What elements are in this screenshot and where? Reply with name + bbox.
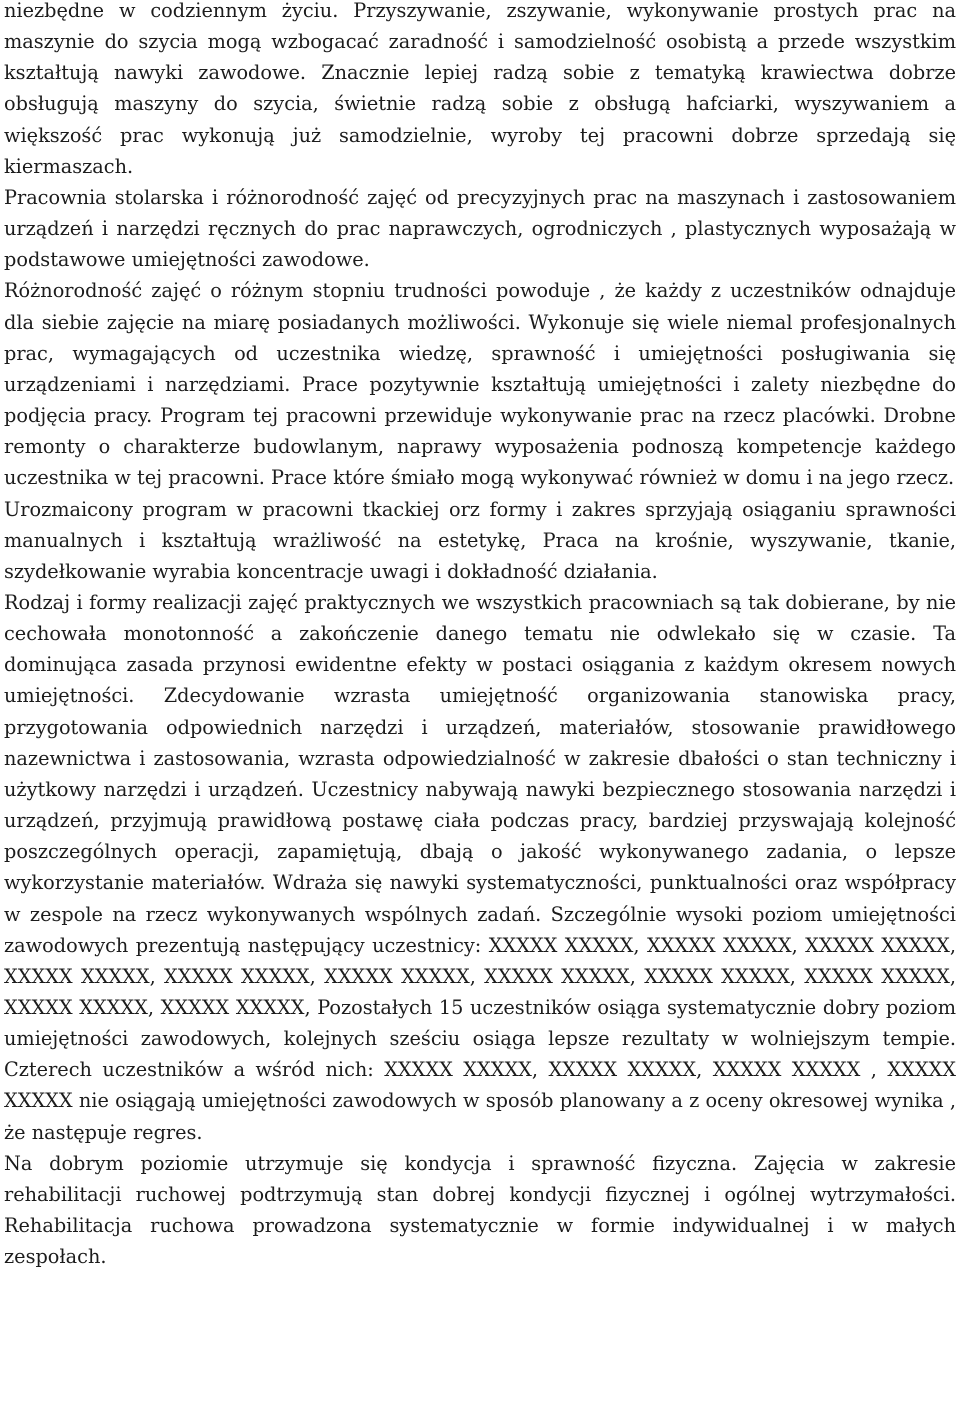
sentence: Program tej pracowni przewiduje wykonywanie prac na rzecz placówki.: [160, 404, 876, 428]
sentence: Rehabilitacja ruchowa prowadzona systematycznie w formie indywidualnej i w małych zespołach.: [4, 1214, 956, 1269]
sentence: Wdraża się nawyki systematyczności, punktualności oraz współpracy w zespole na rzecz wykonywanych wspólnych zadań.: [4, 871, 956, 926]
sentence: Szczególnie wysoki poziom umiejętności zawodowych prezentują następujący uczestnicy: XXXXX XXXXX, XXXXX XXXXX, XXXXX XXXXX, XXXXX XXXXX, XXXXX XXXXX, XXXXX XXXXX, XXXXX XXXXX, XXXXX XXXXX, XXXXX XXXXX, XXXXX XXXXX, XXXXX XXXXX, Pozostałych 15 uczestników osiąga systematycznie dobry poziom umiejętności zawodowych, kolejnych sześciu osiąga lepsze rezultaty w wolniejszym tempie.: [4, 902, 956, 1051]
paragraph-physical-fitness: [4, 1148, 956, 1273]
sentence: Wykonuje się wiele niemal profesjonalnych prac, wymagających od uczestnika wiedzę, sprawność i umiejętności posługiwania się urządzeniami i narzędziami.: [4, 310, 956, 396]
sentence: Zdecydowanie wzrasta umiejętność organizowania stanowiska pracy, przygotowania odpowiednich narzędzi i urządzeń, materiałów, stosowanie prawidłowego nazewnictwa i zastosowania, wzrasta odpowiedzialność w zakresie dbałości o stan techniczny i użytkowy narzędzi i urządzeń.: [4, 684, 956, 801]
sentence: Znacznie lepiej radzą sobie z tematyką krawiectwa dobrze obsługują maszyny do szycia, świetnie radzą sobie z obsługą hafciarki, wyszywaniem a większość prac wykonują już samodzielnie, wyroby tej pracowni dobrze sprzedają się kiermaszach.: [4, 61, 956, 178]
sentence: Prace pozytywnie kształtują umiejętności i zalety niezbędne do podjęcia pracy.: [4, 372, 956, 428]
sentence: Urozmaicony program w pracowni tkackiej orz formy i zakres sprzyjają osiąganiu sprawności manualnych i kształtują wrażliwość na estetykę, Praca na krośnie, wyszywanie, tkanie, szydełkowanie wyrabia koncentracje uwagi i dokładność działania.: [4, 497, 956, 583]
paragraph-practical-classes: [4, 587, 956, 1148]
sentence: Ta dominująca zasada przynosi ewidentne efekty w postaci osiągania z każdym okresem nowych umiejętności.: [4, 622, 956, 708]
sentence: Uczestnicy nabywają nawyki bezpiecznego stosowania narzędzi i urządzeń, przyjmują prawidłową postawę ciała podczas pracy, bardziej przyswajają kolejność poszczególnych operacji, zapamiętują, dbają o jakość wykonywanego zadania, o lepsze wykorzystanie materiałów.: [4, 777, 956, 895]
paragraph-carpentry-workshop: [4, 182, 956, 275]
sentence: Różnorodność zajęć o różnym stopniu trudności powoduje , że każdy z uczestników odnajduje dla siebie zajęcie na miarę posiadanych możliwości.: [4, 279, 956, 334]
sentence: niezbędne w codziennym życiu.: [4, 0, 339, 22]
sentence: Na dobrym poziomie utrzymuje się kondycja i sprawność fizyczna.: [4, 1151, 738, 1175]
paragraph-sewing-workshop: [4, 0, 956, 182]
document-page: [4, 0, 956, 1272]
sentence: Czterech uczestników a wśród nich: XXXXX XXXXX, XXXXX XXXXX, XXXXX XXXXX , XXXXX XXXXX nie osiągają umiejętności zawodowych w sposób planowany a z oceny okresowej wynika , że następuje regres.: [4, 1058, 956, 1144]
paragraph-activity-variety: [4, 275, 956, 493]
sentence: Pracownia stolarska i różnorodność zajęć od precyzyjnych prac na maszynach i zastosowaniem urządzeń i narzędzi ręcznych do prac naprawczych, ogrodniczych , plastycznych wyposażają w podstawowe umiejętności zawodowe.: [4, 185, 956, 272]
paragraph-weaving-workshop: [4, 494, 956, 587]
sentence: Drobne remonty o charakterze budowlanym, naprawy wyposażenia podnoszą kompetencje każdego uczestnika w tej pracowni.: [4, 404, 956, 490]
sentence: Prace które śmiało mogą wykonywać również w domu i na jego rzecz.: [271, 466, 955, 490]
sentence: Przyszywanie, zszywanie, wykonywanie prostych prac na maszynie do szycia mogą wzbogacać zaradność i samodzielność osobistą a przede wszystkim kształtują nawyki zawodowe.: [4, 0, 956, 85]
sentence: Rodzaj i formy realizacji zajęć praktycznych we wszystkich pracowniach są tak dobierane, by nie cechowała monotonność a zakończenie danego tematu nie odwlekało się w czasie.: [4, 590, 956, 646]
sentence: Zajęcia w zakresie rehabilitacji ruchowej podtrzymują stan dobrej kondycji fizycznej i ogólnej wytrzymałości.: [4, 1151, 956, 1206]
